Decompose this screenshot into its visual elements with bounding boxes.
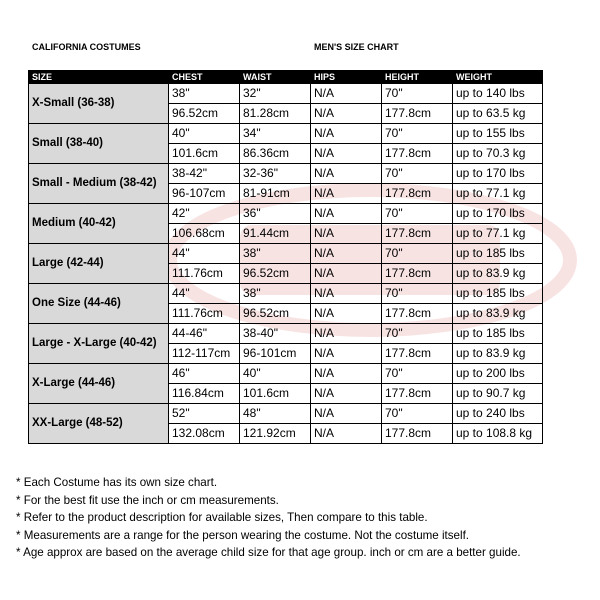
table-cell-metric: 177.8cm xyxy=(382,344,453,364)
table-cell-metric: 177.8cm xyxy=(382,264,453,284)
table-cell-metric: N/A xyxy=(311,344,382,364)
table-row xyxy=(29,364,543,384)
table-cell-metric: 177.8cm xyxy=(382,384,453,404)
table-cell-inch: 38-42" xyxy=(169,164,240,184)
table-cell-metric: 132.08cm xyxy=(169,424,240,444)
column-header-chest: CHEST xyxy=(169,71,240,84)
table-cell-metric: up to 77.1 kg xyxy=(453,224,543,244)
note-item: * Measurements are a range for the person wearing the costume. Not the costume itself. xyxy=(16,528,470,542)
table-cell-inch: 70" xyxy=(382,364,453,384)
size-label: X-Large (44-46) xyxy=(29,364,169,404)
size-label: Small (38-40) xyxy=(29,124,169,164)
table-row xyxy=(29,324,543,344)
table-cell-inch: N/A xyxy=(311,84,382,104)
table-cell-metric: N/A xyxy=(311,424,382,444)
table-cell-metric: N/A xyxy=(311,224,382,244)
column-header-size: SIZE xyxy=(29,71,169,84)
size-label: Medium (40-42) xyxy=(29,204,169,244)
size-chart-table xyxy=(28,70,543,444)
table-cell-metric: up to 108.8 kg xyxy=(453,424,543,444)
table-cell-inch: 70" xyxy=(382,284,453,304)
table-cell-metric: up to 63.5 kg xyxy=(453,104,543,124)
table-cell-metric: 106.68cm xyxy=(169,224,240,244)
table-cell-inch: N/A xyxy=(311,284,382,304)
table-cell-inch: up to 185 lbs xyxy=(453,324,543,344)
table-cell-inch: N/A xyxy=(311,364,382,384)
table-cell-inch: N/A xyxy=(311,164,382,184)
table-cell-metric: N/A xyxy=(311,304,382,324)
table-cell-metric: up to 90.7 kg xyxy=(453,384,543,404)
table-cell-inch: 34" xyxy=(240,124,311,144)
table-cell-metric: 91.44cm xyxy=(240,224,311,244)
table-cell-metric: up to 70.3 kg xyxy=(453,144,543,164)
table-cell-metric: N/A xyxy=(311,184,382,204)
size-label: Large - X-Large (40-42) xyxy=(29,324,169,364)
table-cell-metric: 112-117cm xyxy=(169,344,240,364)
table-cell-inch: 36" xyxy=(240,204,311,224)
table-cell-metric: N/A xyxy=(311,144,382,164)
table-cell-metric: 81.28cm xyxy=(240,104,311,124)
table-row xyxy=(29,284,543,304)
table-cell-metric: 96.52cm xyxy=(240,304,311,324)
note-item: * Refer to the product description for available sizes, Then compare to this table. xyxy=(16,511,428,525)
column-header-waist: WAIST xyxy=(240,71,311,84)
table-cell-inch: 70" xyxy=(382,244,453,264)
table-cell-inch: N/A xyxy=(311,404,382,424)
table-row xyxy=(29,244,543,264)
table-cell-metric: 96-101cm xyxy=(240,344,311,364)
table-cell-metric: 177.8cm xyxy=(382,104,453,124)
table-cell-metric: 177.8cm xyxy=(382,304,453,324)
table-cell-inch: up to 155 lbs xyxy=(453,124,543,144)
table-cell-inch: 44" xyxy=(169,284,240,304)
table-cell-metric: 177.8cm xyxy=(382,144,453,164)
column-header-height: HEIGHT xyxy=(382,71,453,84)
size-label: One Size (44-46) xyxy=(29,284,169,324)
table-cell-inch: 38-40" xyxy=(240,324,311,344)
table-cell-inch: 46" xyxy=(169,364,240,384)
table-cell-inch: up to 170 lbs xyxy=(453,204,543,224)
table-cell-inch: N/A xyxy=(311,244,382,264)
table-cell-metric: 96-107cm xyxy=(169,184,240,204)
table-cell-inch: 70" xyxy=(382,84,453,104)
table-cell-metric: N/A xyxy=(311,384,382,404)
column-header-weight: WEIGHT xyxy=(453,71,543,84)
table-row xyxy=(29,164,543,184)
note-item: * Each Costume has its own size chart. xyxy=(16,476,218,489)
table-row xyxy=(29,124,543,144)
table-cell-metric: up to 77.1 kg xyxy=(453,184,543,204)
table-cell-inch: up to 185 lbs xyxy=(453,244,543,264)
table-cell-inch: 70" xyxy=(382,324,453,344)
table-cell-inch: 42" xyxy=(169,204,240,224)
chart-title: MEN'S SIZE CHART xyxy=(314,42,399,52)
table-cell-metric: 96.52cm xyxy=(240,264,311,284)
note-item: * Age approx are based on the average child size for that age group. inch or cm are a better guide. xyxy=(16,546,521,560)
table-cell-metric: 96.52cm xyxy=(169,104,240,124)
brand-label: CALIFORNIA COSTUMES xyxy=(32,42,141,52)
notes-list xyxy=(16,474,586,562)
table-cell-metric: N/A xyxy=(311,264,382,284)
table-cell-inch: 48" xyxy=(240,404,311,424)
table-cell-metric: 81-91cm xyxy=(240,184,311,204)
table-cell-metric: 86.36cm xyxy=(240,144,311,164)
table-row xyxy=(29,84,543,104)
table-cell-inch: 40" xyxy=(240,364,311,384)
table-cell-inch: up to 185 lbs xyxy=(453,284,543,304)
table-header-row xyxy=(29,71,543,84)
table-cell-metric: 177.8cm xyxy=(382,224,453,244)
column-header-hips: HIPS xyxy=(311,71,382,84)
table-cell-inch: 38" xyxy=(240,284,311,304)
table-cell-inch: N/A xyxy=(311,324,382,344)
table-cell-inch: 44-46" xyxy=(169,324,240,344)
table-cell-inch: 32" xyxy=(240,84,311,104)
table-cell-inch: N/A xyxy=(311,204,382,224)
table-row xyxy=(29,204,543,224)
table-cell-inch: 38" xyxy=(169,84,240,104)
table-cell-inch: 70" xyxy=(382,124,453,144)
table-cell-metric: up to 83.9 kg xyxy=(453,304,543,324)
table-row xyxy=(29,404,543,424)
table-cell-metric: 111.76cm xyxy=(169,304,240,324)
table-cell-inch: 70" xyxy=(382,404,453,424)
size-label: XX-Large (48-52) xyxy=(29,404,169,444)
table-cell-inch: 38" xyxy=(240,244,311,264)
table-cell-metric: N/A xyxy=(311,104,382,124)
table-cell-metric: up to 83.9 kg xyxy=(453,264,543,284)
table-cell-inch: up to 240 lbs xyxy=(453,404,543,424)
table-cell-inch: up to 200 lbs xyxy=(453,364,543,384)
table-cell-metric: up to 83.9 kg xyxy=(453,344,543,364)
size-label: X-Small (36-38) xyxy=(29,84,169,124)
table-cell-metric: 177.8cm xyxy=(382,184,453,204)
table-cell-inch: 70" xyxy=(382,164,453,184)
size-label: Small - Medium (38-42) xyxy=(29,164,169,204)
table-cell-inch: 70" xyxy=(382,204,453,224)
table-cell-inch: up to 140 lbs xyxy=(453,84,543,104)
note-item: * For the best fit use the inch or cm measurements. xyxy=(16,493,279,507)
table-cell-inch: 44" xyxy=(169,244,240,264)
size-label: Large (42-44) xyxy=(29,244,169,284)
table-cell-metric: 101.6cm xyxy=(169,144,240,164)
table-cell-inch: 52" xyxy=(169,404,240,424)
table-cell-inch: up to 170 lbs xyxy=(453,164,543,184)
table-cell-metric: 111.76cm xyxy=(169,264,240,284)
table-cell-metric: 116.84cm xyxy=(169,384,240,404)
table-cell-inch: 40" xyxy=(169,124,240,144)
table-cell-inch: N/A xyxy=(311,124,382,144)
table-cell-inch: 32-36" xyxy=(240,164,311,184)
table-cell-metric: 121.92cm xyxy=(240,424,311,444)
table-cell-metric: 101.6cm xyxy=(240,384,311,404)
table-cell-metric: 177.8cm xyxy=(382,424,453,444)
